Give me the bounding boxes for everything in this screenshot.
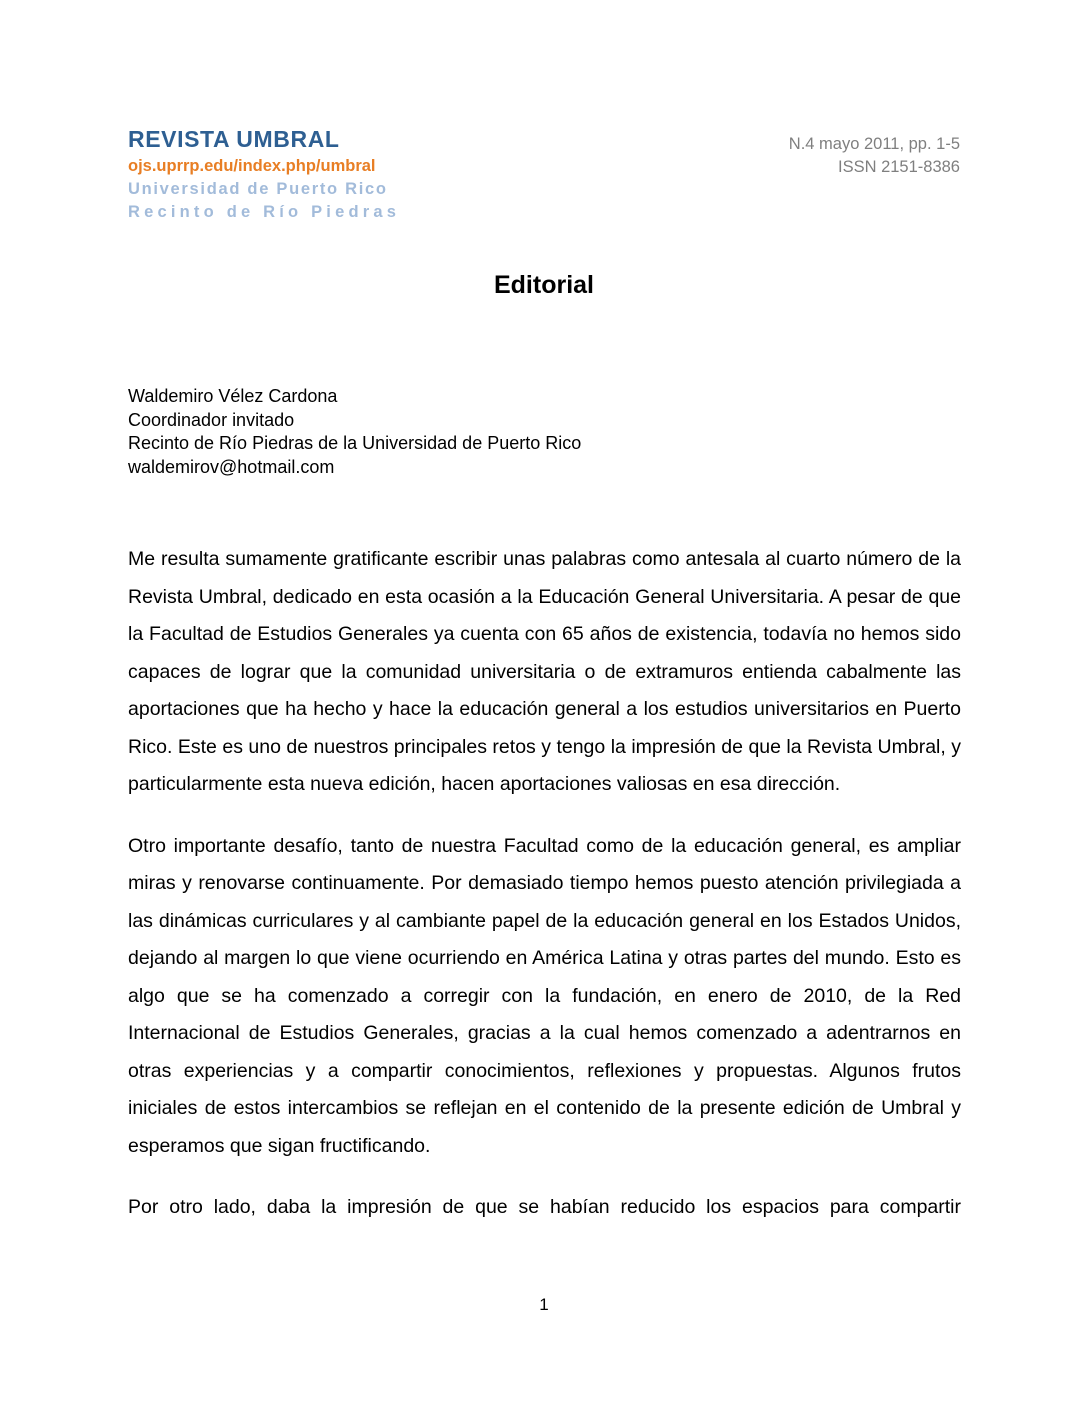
author-role: Coordinador invitado — [128, 409, 295, 430]
paragraph: Otro importante desafío, tanto de nuestra Facultad como de la educación general, es ampliar miras y renovarse continuamente. Por demasiado tiempo hemos puesto atención privilegiada a las dinámicas curriculares y al cambiante papel de la educación general en los Estados Unidos, dejando al margen lo que viene ocurriendo en América Latina y otras partes del mundo. Esto es algo que se ha comenzado a corregir con la fundación, en enero de 2010, de la Red Internacional de Estudios Generales, gracias a la cual hemos comenzado a adentrarnos en otras experiencias y a compartir conocimientos, reflexiones y propuestas. Algunos frutos iniciales de estos intercambios se reflejan en el contenido de la presente edición de Umbral y esperamos que sigan fructificando. — [128, 834, 961, 1157]
journal-header — [128, 126, 960, 222]
journal-title: REVISTA UMBRAL — [128, 126, 340, 152]
issue-info-block — [789, 126, 960, 179]
issue-info: N.4 mayo 2011, pp. 1-5 — [788, 135, 960, 153]
page-number: 1 — [539, 1295, 549, 1314]
paragraph: Me resulta sumamente gratificante escribir unas palabras como antesala al cuarto número de la Revista Umbral, dedicado en esta ocasión a la Educación General Universitaria. A pesar de que la Facultad de Estudios Generales ya cuenta con 65 años de existencia, todavía no hemos sido capaces de lograr que la comunidad universitaria o de extramuros entienda cabalmente las aportaciones que ha hecho y hace la educación general a los estudios universitarios en Puerto Rico. Este es uno de nuestros principales retos y tengo la impresión de que la Revista Umbral, y particularmente esta nueva edición, hacen aportaciones valiosas en esa dirección. — [128, 548, 961, 795]
institution-name: Universidad de Puerto Rico — [128, 180, 388, 198]
author-email: waldemirov@hotmail.com — [128, 456, 335, 477]
journal-identity — [128, 126, 400, 222]
author-block — [128, 385, 581, 479]
journal-url-link[interactable]: ojs.uprrp.edu/index.php/umbral — [128, 157, 376, 175]
article-body — [128, 541, 961, 1251]
author-affiliation: Recinto de Río Piedras de la Universidad de Puerto Rico — [128, 433, 582, 453]
article-title: Editorial — [493, 271, 594, 299]
author-name: Waldemiro Vélez Cardona — [128, 386, 338, 406]
campus-name: Recinto de Río Piedras — [128, 203, 401, 221]
paragraph: Por otro lado, daba la impresión de que se habían reducido los espacios para compartir — [128, 1196, 961, 1218]
issn-number: ISSN 2151-8386 — [837, 158, 960, 176]
